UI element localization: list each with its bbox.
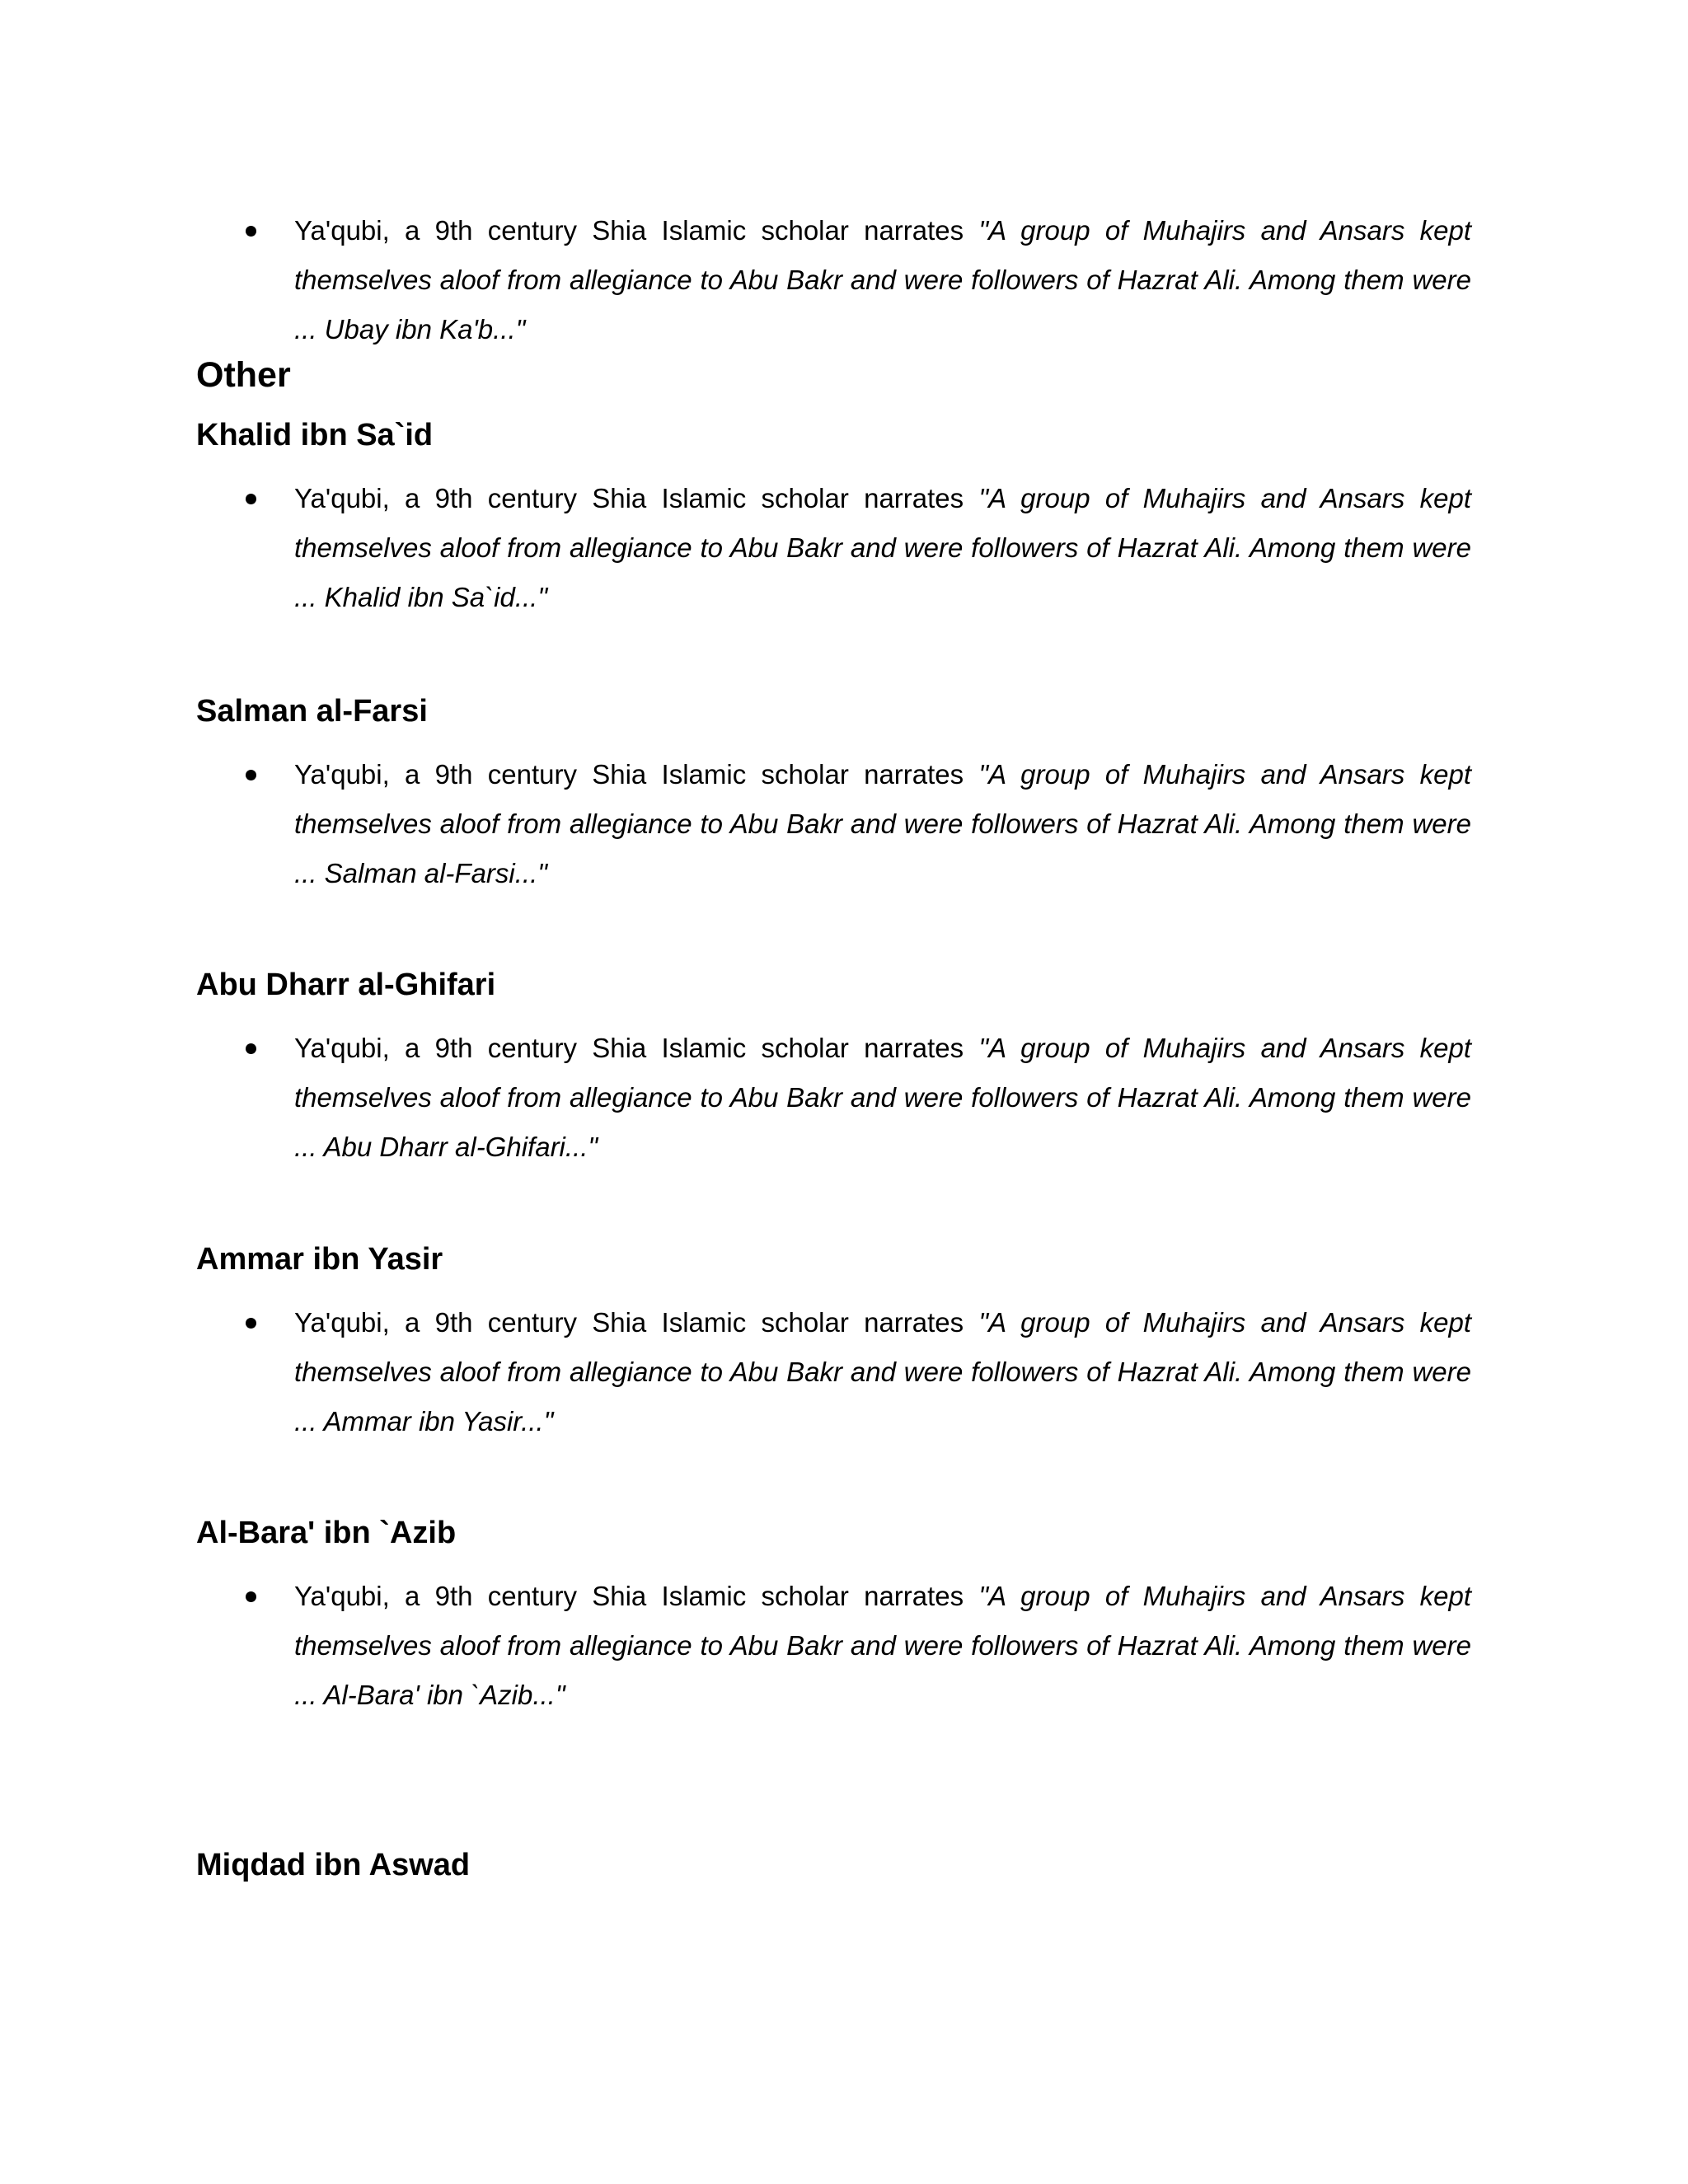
list-item — [198, 474, 1471, 622]
list-item — [198, 206, 1471, 354]
bullet-text — [294, 1024, 1471, 1172]
bullet-text — [294, 206, 1471, 354]
subheading-al-bara: Al-Bara' ibn `Azib — [196, 1516, 457, 1550]
narration-intro: Ya'qubi, a 9th century Shia Islamic scholar narrates — [294, 1581, 979, 1611]
bullet-icon — [246, 494, 256, 504]
subheading-abu-dharr: Abu Dharr al-Ghifari — [196, 968, 496, 1002]
subheading-khalid: Khalid ibn Sa`id — [196, 418, 434, 452]
narration-quote: "A group of Muhajirs and Ansars kept themselves aloof from allegiance to Abu Bakr and were followers of Hazrat Ali. Among them were ... Ubay ibn Ka'b..." — [294, 215, 1471, 344]
narration-quote: "A group of Muhajirs and Ansars kept themselves aloof from allegiance to Abu Bakr and were followers of Hazrat Ali. Among them were ... Salman al-Farsi..." — [294, 759, 1471, 888]
bullet-icon — [246, 1318, 256, 1329]
bullet-icon — [246, 770, 256, 780]
list-item — [198, 1572, 1471, 1720]
bullet-icon — [246, 1043, 256, 1054]
bullet-text — [294, 474, 1471, 622]
bullet-text — [294, 1572, 1471, 1720]
narration-quote: "A group of Muhajirs and Ansars kept themselves aloof from allegiance to Abu Bakr and were followers of Hazrat Ali. Among them were ... Ammar ibn Yasir..." — [294, 1307, 1471, 1436]
narration-quote: "A group of Muhajirs and Ansars kept themselves aloof from allegiance to Abu Bakr and were followers of Hazrat Ali. Among them were ... Abu Dharr al-Ghifari..." — [294, 1033, 1471, 1162]
subheading-ammar: Ammar ibn Yasir — [196, 1242, 443, 1277]
list-item — [198, 1298, 1471, 1446]
narration-intro: Ya'qubi, a 9th century Shia Islamic scholar narrates — [294, 1307, 979, 1338]
section-heading-other: Other — [196, 355, 291, 395]
bullet-text — [294, 750, 1471, 898]
list-item — [198, 1024, 1471, 1172]
subheading-miqdad: Miqdad ibn Aswad — [196, 1848, 471, 1882]
bullet-text — [294, 1298, 1471, 1446]
bullet-icon — [246, 226, 256, 237]
subheading-salman: Salman al-Farsi — [196, 694, 428, 729]
narration-intro: Ya'qubi, a 9th century Shia Islamic scholar narrates — [294, 215, 979, 246]
list-item — [198, 750, 1471, 898]
narration-quote: "A group of Muhajirs and Ansars kept themselves aloof from allegiance to Abu Bakr and were followers of Hazrat Ali. Among them were ... Khalid ibn Sa`id..." — [294, 483, 1471, 612]
narration-quote: "A group of Muhajirs and Ansars kept themselves aloof from allegiance to Abu Bakr and were followers of Hazrat Ali. Among them were ... Al-Bara' ibn `Azib..." — [294, 1581, 1471, 1710]
bullet-icon — [246, 1591, 256, 1602]
narration-intro: Ya'qubi, a 9th century Shia Islamic scholar narrates — [294, 483, 979, 513]
narration-intro: Ya'qubi, a 9th century Shia Islamic scholar narrates — [294, 1033, 979, 1063]
narration-intro: Ya'qubi, a 9th century Shia Islamic scholar narrates — [294, 759, 979, 790]
